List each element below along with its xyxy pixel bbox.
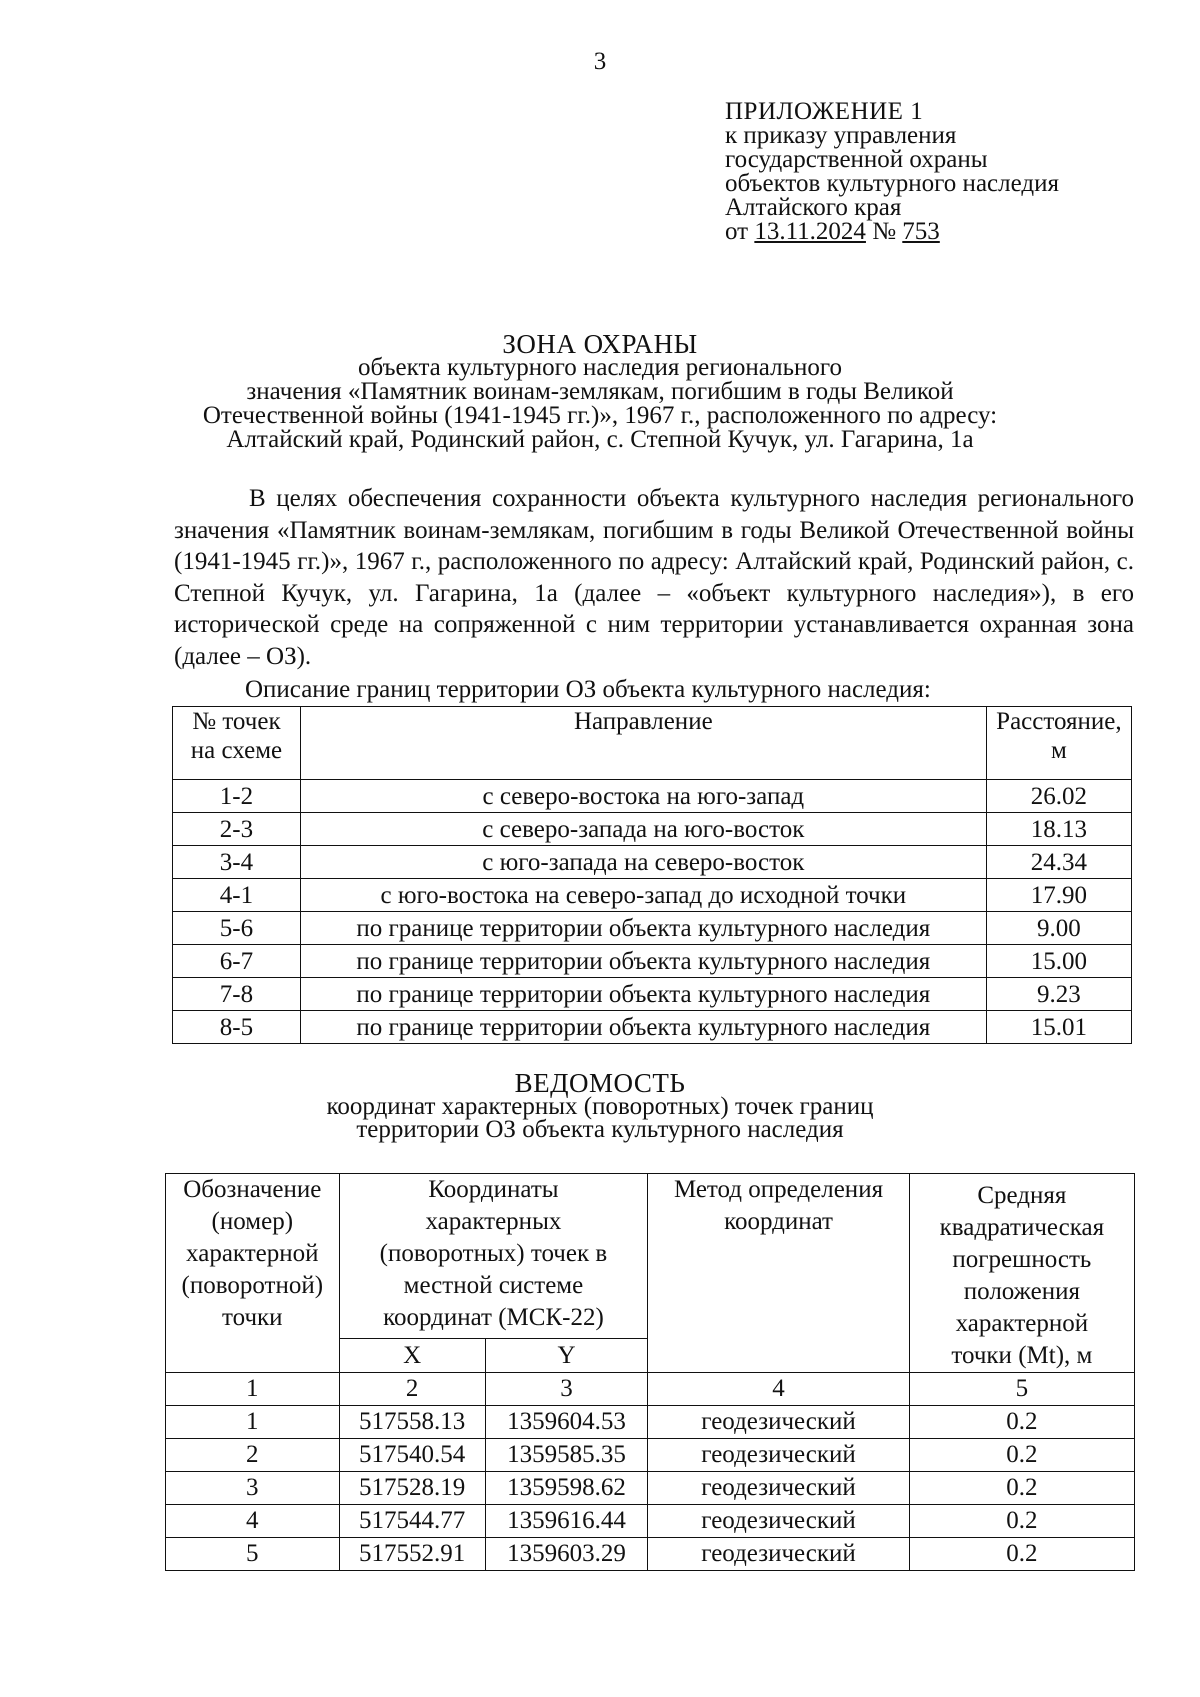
zone-title: ЗОНА ОХРАНЫ — [502, 329, 698, 359]
zone-subtitle-line: значения «Памятник воинам-землякам, погибшим в годы Великой — [246, 378, 954, 405]
y-coordinate-cell: 1359603.29 — [485, 1538, 648, 1571]
appendix-title: ПРИЛОЖЕНИЕ 1 — [725, 98, 924, 125]
zone-subtitle-line: объекта культурного наследия регионального — [358, 354, 842, 381]
y-coordinate-cell: 1359616.44 — [485, 1505, 648, 1538]
appendix-line: Алтайского края — [725, 194, 902, 221]
appendix-date-line — [725, 220, 1059, 244]
error-cell: 0.2 — [909, 1505, 1134, 1538]
error-cell: 0.2 — [909, 1439, 1134, 1472]
table-row — [166, 1472, 1135, 1505]
point-pair-cell: 7-8 — [173, 978, 301, 1011]
method-cell: геодезический — [648, 1439, 909, 1472]
error-cell: 0.2 — [909, 1406, 1134, 1439]
date-prefix: от — [725, 218, 749, 245]
y-coordinate-cell: 1359604.53 — [485, 1406, 648, 1439]
point-pair-cell: 6-7 — [173, 945, 301, 978]
point-pair-cell: 4-1 — [173, 879, 301, 912]
column-number-cell: 3 — [485, 1373, 648, 1406]
table-row — [166, 1439, 1135, 1472]
x-coordinate-cell: 517558.13 — [339, 1406, 485, 1439]
boundary-table — [172, 706, 1132, 1044]
table-row — [173, 978, 1132, 1011]
order-date: 13.11.2024 — [754, 218, 866, 245]
header-designation: Обозначение (номер) характерной (поворотной) точки — [166, 1174, 340, 1373]
vedomost-subtitle-line: координат характерных (поворотных) точек границ — [326, 1093, 874, 1120]
table-row — [173, 1011, 1132, 1044]
distance-cell: 15.01 — [986, 1011, 1131, 1044]
body-paragraph — [174, 483, 1134, 672]
distance-cell: 9.23 — [986, 978, 1131, 1011]
column-numbers-row — [166, 1373, 1135, 1406]
table-row — [173, 879, 1132, 912]
vedomost-subtitle-line: территории ОЗ объекта культурного наследия — [356, 1116, 844, 1143]
direction-cell: с северо-востока на юго-запад — [300, 780, 986, 813]
point-number-cell: 5 — [166, 1538, 340, 1571]
point-number-cell: 1 — [166, 1406, 340, 1439]
header-x: X — [339, 1339, 485, 1373]
column-number-cell: 4 — [648, 1373, 909, 1406]
point-pair-cell: 8-5 — [173, 1011, 301, 1044]
appendix-block — [725, 100, 1059, 244]
zone-heading — [0, 329, 1200, 453]
point-number-cell: 2 — [166, 1439, 340, 1472]
point-pair-cell: 2-3 — [173, 813, 301, 846]
table-header-row — [173, 707, 1132, 780]
direction-cell: по границе территории объекта культурного наследия — [300, 945, 986, 978]
appendix-line: объектов культурного наследия — [725, 170, 1059, 197]
table-header-row — [166, 1174, 1135, 1339]
table-row — [166, 1505, 1135, 1538]
number-prefix: № — [872, 218, 897, 245]
header-y: Y — [485, 1339, 648, 1373]
distance-cell: 24.34 — [986, 846, 1131, 879]
direction-cell: по границе территории объекта культурного наследия — [300, 1011, 986, 1044]
header-points: № точек на схеме — [173, 707, 301, 780]
appendix-line: государственной охраны — [725, 146, 988, 173]
header-distance: Расстояние, м — [986, 707, 1131, 780]
distance-cell: 26.02 — [986, 780, 1131, 813]
direction-cell: с юго-запада на северо-восток — [300, 846, 986, 879]
column-number-cell: 5 — [909, 1373, 1134, 1406]
distance-cell: 18.13 — [986, 813, 1131, 846]
direction-cell: по границе территории объекта культурного наследия — [300, 978, 986, 1011]
description-caption: Описание границ территории ОЗ объекта культурного наследия: — [245, 676, 931, 703]
table-row — [173, 813, 1132, 846]
y-coordinate-cell: 1359598.62 — [485, 1472, 648, 1505]
error-cell: 0.2 — [909, 1472, 1134, 1505]
vedomost-title: ВЕДОМОСТЬ — [514, 1068, 686, 1098]
table-row — [173, 945, 1132, 978]
table-row — [166, 1406, 1135, 1439]
error-cell: 0.2 — [909, 1538, 1134, 1571]
direction-cell: по границе территории объекта культурного наследия — [300, 912, 986, 945]
distance-cell: 17.90 — [986, 879, 1131, 912]
x-coordinate-cell: 517544.77 — [339, 1505, 485, 1538]
point-pair-cell: 5-6 — [173, 912, 301, 945]
distance-cell: 15.00 — [986, 945, 1131, 978]
point-number-cell: 3 — [166, 1472, 340, 1505]
table-row — [166, 1538, 1135, 1571]
zone-subtitle-line: Отечественной войны (1941-1945 гг.)», 1967 г., расположенного по адресу: — [202, 402, 998, 429]
table-row — [173, 912, 1132, 945]
column-number-cell: 1 — [166, 1373, 340, 1406]
header-coordinates: Координаты характерных (поворотных) точек в местной системе координат (МСК-22) — [339, 1174, 648, 1339]
y-coordinate-cell: 1359585.35 — [485, 1439, 648, 1472]
vedomost-heading — [0, 1068, 1200, 1143]
table-row — [173, 846, 1132, 879]
column-number-cell: 2 — [339, 1373, 485, 1406]
order-number: 753 — [902, 218, 940, 245]
appendix-line: к приказу управления — [725, 122, 957, 149]
paragraph-text: В целях обеспечения сохранности объекта культурного наследия регионального значения «Памятник воинам-землякам, погибшим в годы Великой Отечественной войны (1941-1945 гг.)», 1967 г., расположенного по адресу: Алтайский край, Родинский район, с. Степной Кучук, ул. Гагарина, 1а (далее – «объект культурного наследия»), в его исторической среде на сопряженной с ним территории устанавливается охранная зона (далее – ОЗ). — [174, 485, 1134, 670]
method-cell: геодезический — [648, 1406, 909, 1439]
distance-cell: 9.00 — [986, 912, 1131, 945]
direction-cell: с северо-запада на юго-восток — [300, 813, 986, 846]
direction-cell: с юго-востока на северо-запад до исходной точки — [300, 879, 986, 912]
method-cell: геодезический — [648, 1538, 909, 1571]
method-cell: геодезический — [648, 1505, 909, 1538]
x-coordinate-cell: 517552.91 — [339, 1538, 485, 1571]
zone-subtitle-line: Алтайский край, Родинский район, с. Степной Кучук, ул. Гагарина, 1а — [226, 426, 974, 453]
coordinates-table — [165, 1173, 1135, 1571]
x-coordinate-cell: 517540.54 — [339, 1439, 485, 1472]
point-pair-cell: 1-2 — [173, 780, 301, 813]
method-cell: геодезический — [648, 1472, 909, 1505]
header-direction: Направление — [300, 707, 986, 780]
header-error: Средняя квадратическая погрешность положения характерной точки (Mt), м — [909, 1174, 1134, 1373]
page-number: 3 — [593, 48, 607, 75]
point-number-cell: 4 — [166, 1505, 340, 1538]
x-coordinate-cell: 517528.19 — [339, 1472, 485, 1505]
point-pair-cell: 3-4 — [173, 846, 301, 879]
header-method: Метод определения координат — [648, 1174, 909, 1373]
table-row — [173, 780, 1132, 813]
